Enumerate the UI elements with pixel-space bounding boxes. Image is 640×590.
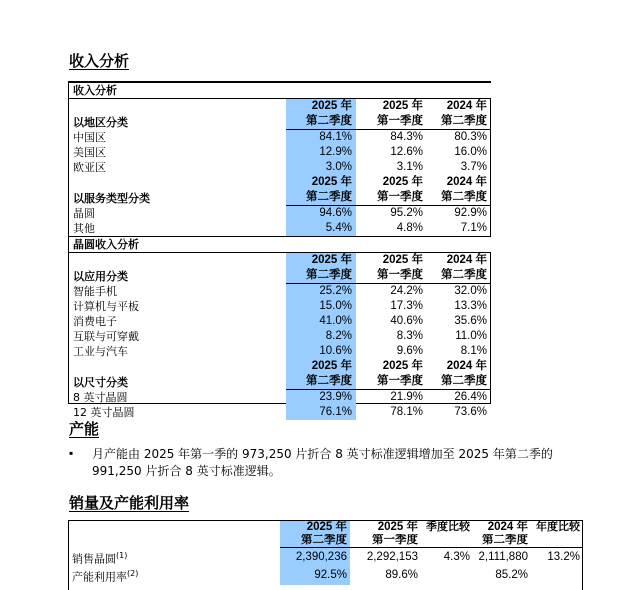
table-row: 销售晶圆$^{(1)}$ 2,390,236 2,292,153 4.3% 2,111,880 13.2% — [69, 548, 583, 567]
table-row: 其他 5.4% 4.8% 7.1% — [73, 222, 487, 235]
revenue-table — [69, 82, 491, 420]
size-group-label: 以尺寸分类 — [73, 375, 128, 389]
wafer-revenue-section-header: 晶圆收入分析 — [69, 237, 491, 253]
application-header-row-1: 以应用分类 2025 年 2025 年 2024 年 — [69, 253, 491, 269]
sales-header-row-2: 第二季度 第一季度 第二季度 — [69, 534, 583, 548]
service-group-label: 以服务类型分类 — [73, 191, 150, 205]
size-header-row-1: 以尺寸分类 2025 年 2025 年 2024 年 — [69, 359, 491, 374]
sales-utilization-title: 销量及产能利用率 — [69, 494, 190, 512]
table-row: 美国区 12.9% 12.6% 16.0% — [73, 146, 487, 159]
table-row: 互联与可穿戴 8.2% 8.3% 11.0% — [73, 330, 487, 343]
service-header-row-1: 以服务类型分类 2025 年 2025 年 2024 年 — [69, 175, 491, 190]
sales-header-row-1: 2025 年 2025 年 季度比较 2024 年 年度比较 — [69, 521, 583, 534]
capacity-title: 产能 — [69, 420, 100, 438]
table-row: 晶圆 94.6% 95.2% 92.9% — [73, 206, 487, 220]
table-row: 12 英寸晶圆 76.1% 78.1% 73.6% — [73, 406, 487, 419]
revenue-section-header: 收入分析 — [69, 83, 491, 99]
size-header-row-2: 第二季度 第一季度 第二季度 — [69, 374, 491, 390]
application-header-row-2: 第二季度 第一季度 第二季度 — [69, 268, 491, 284]
sales-table — [69, 521, 583, 585]
table-row: 中国区 84.1% 84.3% 80.3% — [73, 130, 487, 144]
revenue-analysis-title: 收入分析 — [69, 52, 130, 70]
table-row: 产能利用率$^{(2)}$ 92.5% 89.6% 85.2% — [69, 566, 583, 585]
table-row: 智能手机 25.2% 24.2% 32.0% — [73, 284, 487, 298]
table-row: 8 英寸晶圆 23.9% 21.9% 26.4% — [73, 390, 487, 404]
capacity-text: 月产能由 2025 年第一季的 973,250 片折合 8 英寸标准逻辑增加至 2025 年第二季的 991,250 片折合 8 英寸标准逻辑。 — [92, 447, 553, 478]
table-row: 计算机与平板 15.0% 17.3% 13.3% — [73, 300, 487, 313]
region-group-label: 以地区分类 — [73, 115, 128, 129]
table-row: 工业与汽车 10.6% 9.6% 8.1% — [73, 345, 487, 358]
application-group-label: 以应用分类 — [73, 269, 128, 283]
table-row: 消费电子 41.0% 40.6% 35.6% — [73, 315, 487, 328]
service-header-row-2: 第二季度 第一季度 第二季度 — [69, 190, 491, 206]
region-header-row-2: 第二季度 第一季度 第二季度 — [69, 114, 491, 130]
bullet-icon: ▪ — [69, 446, 74, 460]
table-row: 欧亚区 3.0% 3.1% 3.7% — [73, 161, 487, 174]
region-header-row-1: 以地区分类 2025 年 2025 年 2024 年 — [69, 99, 491, 115]
